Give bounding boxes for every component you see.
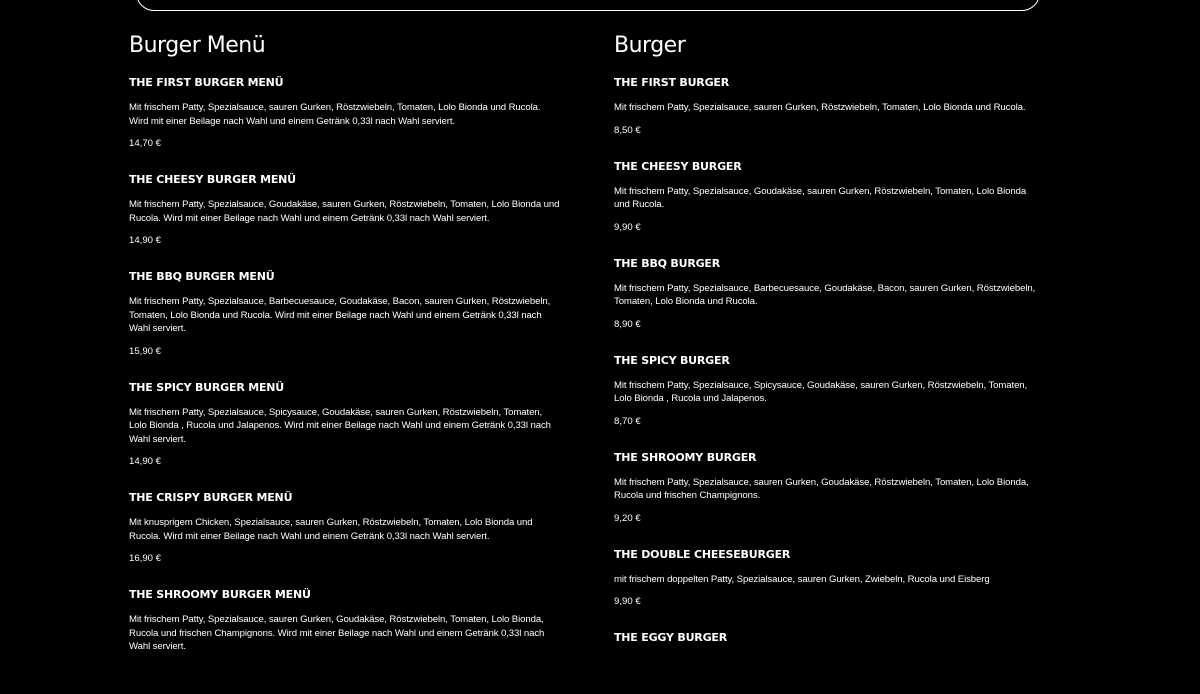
burger-menu-column — [129, 32, 561, 677]
item-price: 9,90 € — [614, 221, 641, 233]
menu-item — [614, 160, 1042, 234]
menu-item — [614, 451, 1042, 525]
item-name: THE BBQ BURGER — [614, 256, 721, 270]
item-description: Mit frischem Patty, Spezialsauce, Goudakäse, sauren Gurken, Röstzwiebeln, Tomaten, Lolo Bionda und Rucola. — [614, 185, 1027, 210]
menu-item — [129, 270, 561, 358]
item-name: THE SPICY BURGER MENÜ — [129, 380, 285, 394]
menu-item — [129, 588, 561, 654]
menu-item — [614, 257, 1042, 331]
burger-column — [614, 32, 1042, 668]
menu-item — [129, 381, 561, 469]
section-title-burger: Burger — [614, 33, 686, 58]
top-navigation-frame — [136, 0, 1040, 11]
item-price: 16,90 € — [129, 553, 162, 564]
item-name: THE SHROOMY BURGER MENÜ — [129, 588, 311, 601]
item-description: Mit knusprigem Chicken, Spezialsauce, sauren Gurken, Röstzwiebeln, Tomaten, Lolo Bionda und Rucola. Wird mit einer Beilage nach Wahl und einem Getränk 0,33l nach Wahl serviert. — [129, 517, 533, 542]
item-price: 8,50 € — [614, 124, 641, 136]
item-price: 9,20 € — [614, 512, 641, 524]
section-title-burger-menu: Burger Menü — [129, 33, 266, 58]
item-description: Mit frischem Patty, Spezialsauce, Goudakäse, sauren Gurken, Röstzwiebeln, Tomaten, Lolo Bionda und Rucola. Wird mit einer Beilage nach Wahl und einem Getränk 0,33l nach Wahl serviert. — [129, 199, 560, 224]
item-price: 8,70 € — [614, 415, 641, 427]
menu-item — [614, 548, 1042, 609]
menu-item — [129, 76, 561, 150]
item-price: 9,90 € — [614, 596, 641, 607]
item-name: THE CRISPY BURGER MENÜ — [129, 491, 293, 504]
item-description: Mit frischem Patty, Spezialsauce, Barbecuesauce, Goudakäse, Bacon, sauren Gurken, Röstzwiebeln, Tomaten, Lolo Bionda und Rucola. Wird mit einer Beilage nach Wahl und einem Getränk 0,33l nach Wahl serviert. — [129, 296, 551, 334]
item-description: Mit frischem Patty, Spezialsauce, sauren Gurken, Goudakäse, Röstzwiebeln, Tomaten, Lolo Bionda, Rucola und frischen Champignons. — [614, 476, 1029, 501]
item-price: 14,90 € — [129, 235, 162, 246]
item-description: mit frischem doppelten Patty, Spezialsauce, sauren Gurken, Zwiebeln, Rucola und Eisberg — [614, 573, 990, 585]
item-name: THE SHROOMY BURGER — [614, 450, 757, 464]
menu-item — [614, 354, 1042, 428]
item-price: 14,90 € — [129, 456, 162, 467]
item-description: Mit frischem Patty, Spezialsauce, sauren Gurken, Röstzwiebeln, Tomaten, Lolo Bionda und Rucola. Wird mit einer Beilage nach Wahl und einem Getränk 0,33l nach Wahl serviert. — [129, 102, 541, 127]
item-description: Mit frischem Patty, Spezialsauce, sauren Gurken, Goudakäse, Röstzwiebeln, Tomaten, Lolo Bionda, Rucola und frischen Champignons. Wird mit einer Beilage nach Wahl und einem Getränk 0,33l nach Wahl serviert. — [129, 614, 545, 652]
item-name: THE SPICY BURGER — [614, 353, 730, 367]
menu-item — [129, 173, 561, 247]
item-price: 14,70 € — [129, 138, 162, 149]
item-name: THE FIRST BURGER MENÜ — [129, 76, 284, 89]
item-description: Mit frischem Patty, Spezialsauce, Spicysauce, Goudakäse, sauren Gurken, Röstzwiebeln, Tomaten, Lolo Bionda , Rucola und Jalapenos. Wird mit einer Beilage nach Wahl und einem Getränk 0,33l nach Wahl serviert. — [129, 406, 551, 445]
item-price: 15,90 € — [129, 345, 162, 357]
menu-item — [614, 76, 1042, 137]
item-name: THE DOUBLE CHEESEBURGER — [614, 547, 791, 561]
item-description: Mit frischem Patty, Spezialsauce, sauren Gurken, Röstzwiebeln, Tomaten, Lolo Bionda und Rucola. — [614, 102, 1026, 113]
item-description: Mit frischem Patty, Spezialsauce, Barbecuesauce, Goudakäse, Bacon, sauren Gurken, Röstzwiebeln, Tomaten, Lolo Bionda und Rucola. — [614, 282, 1036, 307]
item-name: THE CHEESY BURGER — [614, 159, 742, 173]
menu-item — [614, 631, 1042, 645]
item-name: THE FIRST BURGER — [614, 76, 729, 89]
item-name: THE BBQ BURGER MENÜ — [129, 270, 275, 283]
item-name: THE EGGY BURGER — [614, 631, 727, 644]
item-price: 8,90 € — [614, 318, 641, 330]
menu-item — [129, 491, 561, 565]
item-description: Mit frischem Patty, Spezialsauce, Spicysauce, Goudakäse, sauren Gurken, Röstzwiebeln, Tomaten, Lolo Bionda , Rucola und Jalapenos. — [614, 379, 1028, 404]
item-name: THE CHEESY BURGER MENÜ — [129, 173, 296, 186]
